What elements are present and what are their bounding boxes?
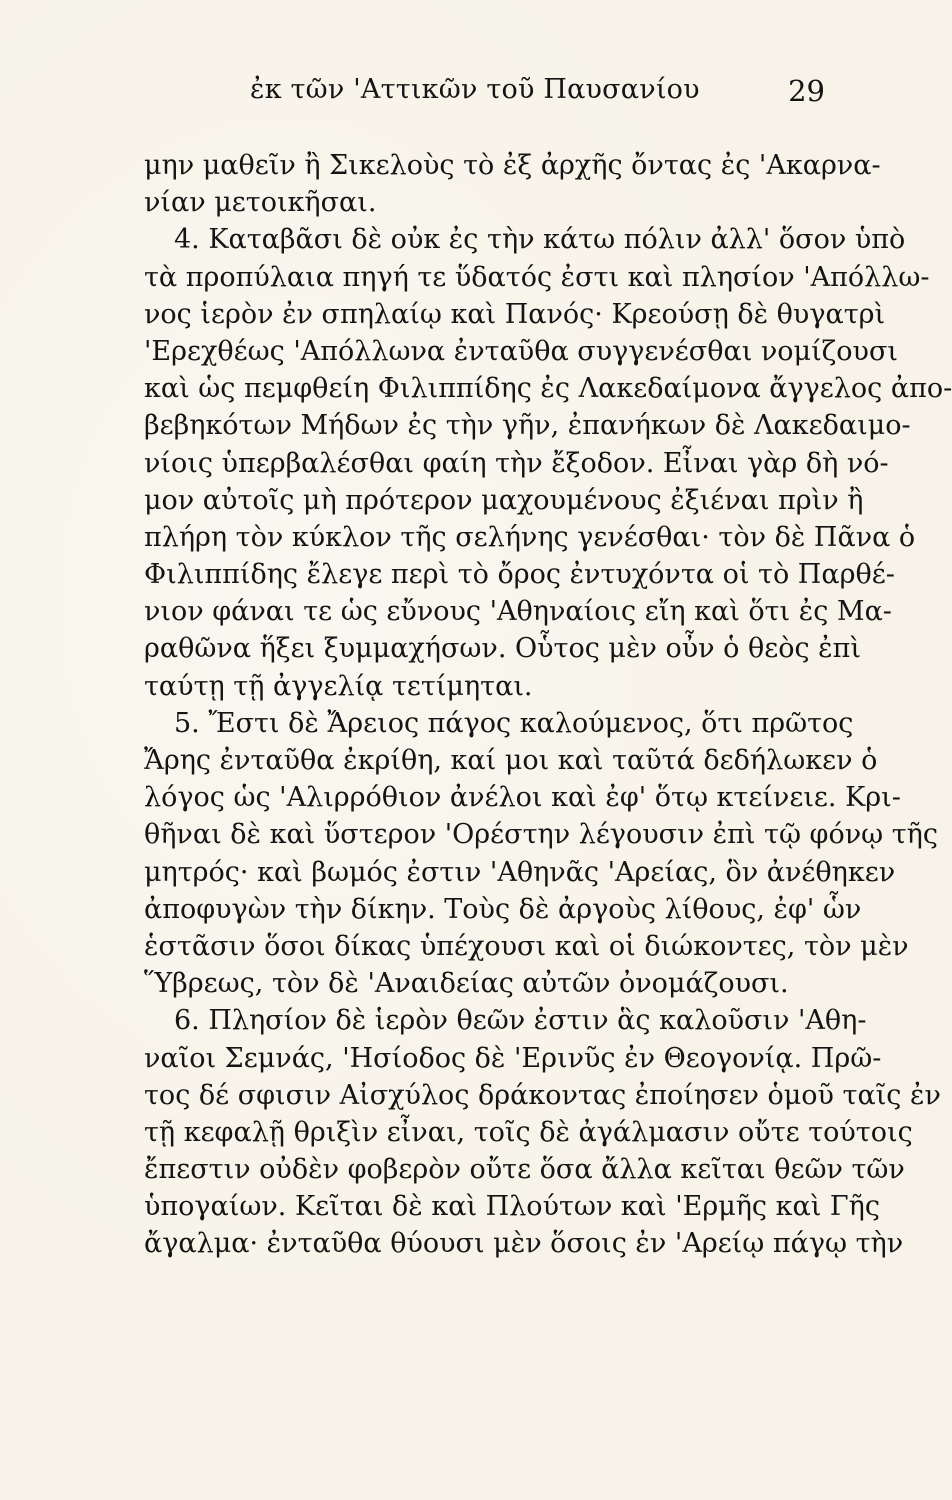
text-line: τος δέ σφισιν Αἰσχύλος δράκοντας ἐποίησεν ὁμοῦ ταῖς ἐν	[144, 1079, 941, 1111]
text-line: ἀποφυγὼν τὴν δίκην. Τοὺς δὲ ἀργοὺς λίθους, ἐφ' ὧν	[144, 893, 862, 925]
text-line: νίοις ὑπερβαλέσθαι φαίη τὴν ἔξοδον. Εἶναι γὰρ δὴ νό-	[144, 447, 889, 479]
text-line: ἔπεστιν οὐδὲν φοβερὸν οὔτε ὅσα ἄλλα κεῖται θεῶν τῶν	[144, 1154, 905, 1186]
text-line: 5. Ἔστι δὲ Ἄρειος πάγος καλούμενος, ὅτι πρῶτος	[174, 707, 854, 739]
page-header	[250, 74, 825, 114]
text-line: ταύτῃ τῇ ἀγγελίᾳ τετίμηται.	[144, 670, 533, 702]
text-line: καὶ ὡς πεμφθείη Φιλιππίδης ἐς Λακεδαίμονα ἄγγελος ἀπο-	[144, 373, 952, 405]
text-line: Ὕβρεως, τὸν δὲ 'Αναιδείας αὐτῶν ὀνομάζουσι.	[144, 968, 789, 1000]
text-line: ὑπογαίων. Κεῖται δὲ καὶ Πλούτων καὶ 'Ερμῆς καὶ Γῆς	[144, 1191, 880, 1223]
text-line: τὰ προπύλαια πηγή τε ὕδατός ἐστι καὶ πλησίον 'Απόλλω-	[144, 261, 930, 293]
text-line: νιον φάναι τε ὡς εὔνους 'Αθηναίοις εἴη καὶ ὅτι ἐς Μα-	[144, 596, 892, 628]
page-number: 29	[788, 74, 825, 108]
text-line: ναῖοι Σεμνάς, 'Ησίοδος δὲ 'Ερινῦς ἐν Θεογονίᾳ. Πρῶ-	[144, 1042, 882, 1074]
text-line: μον αὐτοῖς μὴ πρότερον μαχουμένους ἐξιέναι πρὶν ἢ	[144, 484, 864, 516]
text-line: μητρός· καὶ βωμός ἐστιν 'Αθηνᾶς 'Αρείας, ὃν ἀνέθηκεν	[144, 856, 896, 888]
text-line: ἄγαλμα· ἐνταῦθα θύουσι μὲν ὅσοις ἐν 'Αρείῳ πάγῳ τὴν	[144, 1228, 904, 1260]
running-title: ἐκ τῶν 'Αττικῶν τοῦ Παυσανίου	[250, 74, 700, 105]
text-line: ἑστᾶσιν ὅσοι δίκας ὑπέχουσι καὶ οἱ διώκοντες, τὸν μὲν	[144, 930, 909, 962]
text-line: 'Ερεχθέως 'Απόλλωνα ἐνταῦθα συγγενέσθαι νομίζουσι	[144, 335, 898, 367]
text-line: Φιλιππίδης ἔλεγε περὶ τὸ ὄρος ἐντυχόντα οἱ τὸ Παρθέ-	[144, 559, 895, 591]
text-line: νος ἱερὸν ἐν σπηλαίῳ καὶ Πανός· Κρεούσῃ δὲ θυγατρὶ	[144, 298, 886, 330]
text-line: θῆναι δὲ καὶ ὕστερον 'Ορέστην λέγουσιν ἐπὶ τῷ φόνῳ τῆς	[144, 819, 938, 851]
text-line: ραθῶνα ἥξει ξυμμαχήσων. Οὗτος μὲν οὖν ὁ θεὸς ἐπὶ	[144, 633, 861, 665]
text-line: μην μαθεῖν ἢ Σικελοὺς τὸ ἐξ ἀρχῆς ὄντας ἐς 'Ακαρνα-	[144, 150, 881, 181]
text-line: τῇ κεφαλῇ θριξὶν εἶναι, τοῖς δὲ ἀγάλμασιν οὔτε τούτοις	[144, 1116, 913, 1148]
text-line: Ἄρης ἐνταῦθα ἐκρίθη, καί μοι καὶ ταῦτά δεδήλωκεν ὁ	[144, 745, 878, 776]
text-line: 4. Καταβᾶσι δὲ οὐκ ἐς τὴν κάτω πόλιν ἀλλ' ὅσον ὑπὸ	[174, 224, 906, 256]
text-line: βεβηκότων Μήδων ἐς τὴν γῆν, ἐπανήκων δὲ Λακεδαιμο-	[144, 410, 911, 442]
text-line: 6. Πλησίον δὲ ἱερὸν θεῶν ἐστιν ἃς καλοῦσιν 'Αθη-	[174, 1005, 867, 1037]
text-line: πλήρη τὸν κύκλον τῆς σελήνης γενέσθαι· τὸν δὲ Πᾶνα ὁ	[144, 521, 916, 553]
body-text	[144, 147, 952, 1263]
text-line: λόγος ὡς 'Αλιρρόθιον ἀνέλοι καὶ ἐφ' ὅτῳ κτείνειε. Κρι-	[144, 782, 901, 814]
text-line: νίαν μετοικῆσαι.	[144, 187, 377, 219]
